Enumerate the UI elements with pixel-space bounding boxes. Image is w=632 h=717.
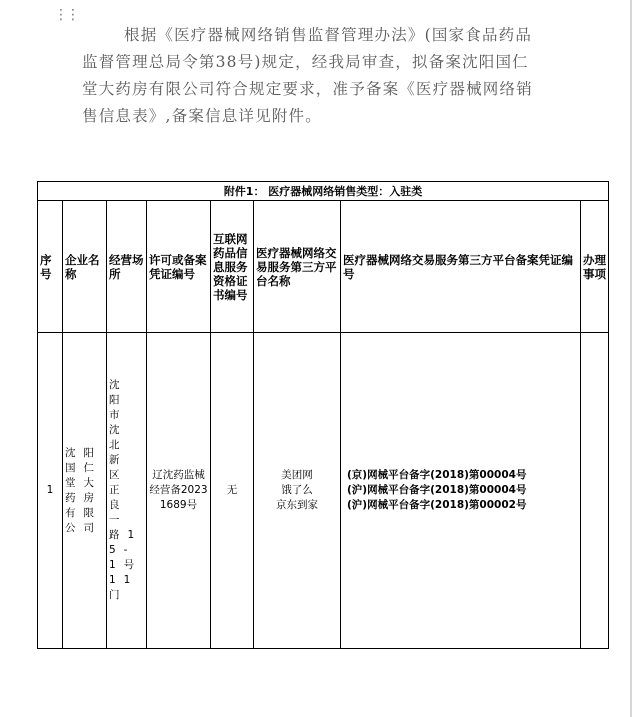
cell-seq: 1 [38, 333, 63, 649]
header-seq: 序号 [38, 201, 63, 333]
platform-name: 饿了么 [281, 484, 313, 496]
header-platform-cert: 医疗器械网络交易服务第三方平台备案凭证编号 [341, 201, 581, 333]
platform-cert: (沪)网械平台备字(2018)第00004号 [347, 484, 527, 496]
cell-platform-certs [341, 333, 581, 649]
platform-cert: (京)网械平台备字(2018)第00004号 [347, 469, 527, 481]
platform-cert: (沪)网械平台备字(2018)第00002号 [347, 499, 527, 511]
table-title: 附件1： 医疗器械网络销售类型：入驻类 [38, 182, 609, 201]
header-company: 企业名称 [63, 201, 107, 333]
header-internet-cert: 互联网药品信息服务资格证书编号 [211, 201, 254, 333]
header-platform: 医疗器械网络交易服务第三方平台名称 [254, 201, 341, 333]
platform-name: 京东到家 [276, 499, 318, 511]
header-license: 许可或备案凭证编号 [147, 201, 211, 333]
cell-company: 沈阳国仁堂大药房有限公司 [63, 333, 107, 649]
cell-handling [581, 333, 609, 649]
attachment-table [37, 181, 609, 649]
intro-paragraph: 根据《医疗器械网络销售监督管理办法》(国家食品药品监督管理总局令第38号)规定，经我局审查，拟备案沈阳国仁堂大药房有限公司符合规定要求，准予备案《医疗器械网络销售信息表》,备案信息详见附件。 [82, 25, 533, 125]
cell-address: 沈阳市沈北新区正良一路15-1号11门 [107, 333, 147, 649]
platform-name: 美团网 [281, 469, 313, 481]
header-address: 经营场所 [107, 201, 147, 333]
table-row [38, 333, 609, 649]
cell-license: 辽沈药监械经营备20231689号 [147, 333, 211, 649]
header-handling: 办理事项 [581, 201, 609, 333]
drag-handle-icon[interactable]: ⋮⋮ [54, 7, 78, 23]
cell-platforms [254, 333, 341, 649]
cell-internet-cert: 无 [211, 333, 254, 649]
